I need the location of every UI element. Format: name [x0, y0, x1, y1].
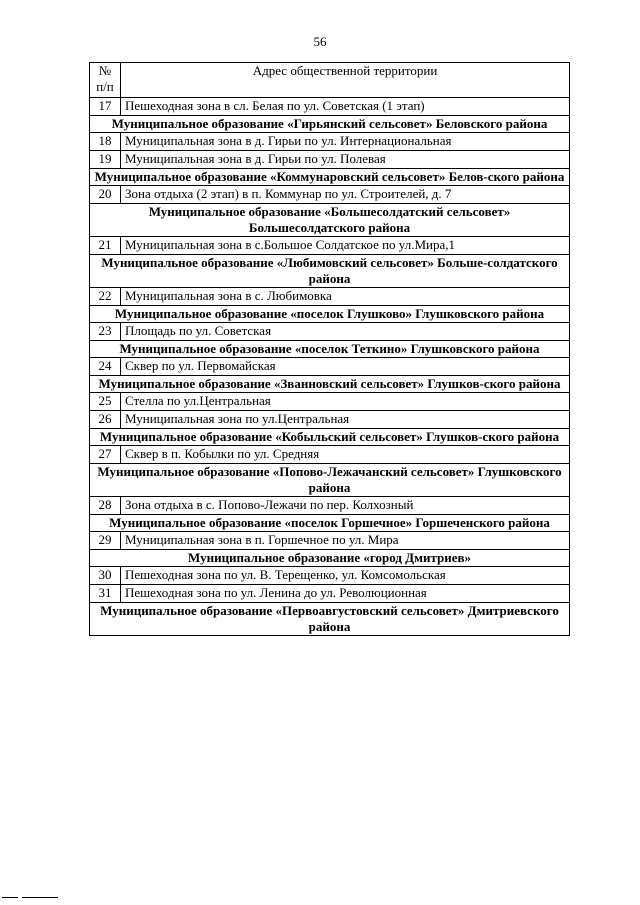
section-row — [90, 376, 570, 393]
column-header-address: Адрес общественной территории — [121, 63, 570, 98]
table-row — [90, 323, 570, 341]
table-row — [90, 237, 570, 255]
row-number: 29 — [90, 532, 121, 550]
section-title: Муниципальное образование «город Дмитриев» — [90, 550, 570, 567]
row-number: 24 — [90, 358, 121, 376]
section-title: Муниципальное образование «поселок Глушково» Глушковского района — [90, 306, 570, 323]
row-number: 30 — [90, 567, 121, 585]
section-title: Муниципальное образование «Любимовский сельсовет» Больше-солдатского района — [90, 255, 570, 288]
table-row — [90, 497, 570, 515]
row-number: 27 — [90, 446, 121, 464]
row-address: Муниципальная зона в с. Любимовка — [121, 288, 570, 306]
table-row — [90, 446, 570, 464]
section-title: Муниципальное образование «поселок Теткино» Глушковского района — [90, 341, 570, 358]
table-row — [90, 393, 570, 411]
row-number: 18 — [90, 133, 121, 151]
table-row — [90, 186, 570, 204]
section-title: Муниципальное образование «Коммунаровский сельсовет» Белов-ского района — [90, 169, 570, 186]
section-row — [90, 603, 570, 636]
row-number: 20 — [90, 186, 121, 204]
row-number: 26 — [90, 411, 121, 429]
section-row — [90, 306, 570, 323]
section-title: Муниципальное образование «Гирьянский сельсовет» Беловского района — [90, 116, 570, 133]
section-title: Муниципальное образование «Попово-Лежачанский сельсовет» Глушковского района — [90, 464, 570, 497]
table-row — [90, 585, 570, 603]
table-row — [90, 133, 570, 151]
section-row — [90, 515, 570, 532]
section-title: Муниципальное образование «Кобыльский сельсовет» Глушков-ского района — [90, 429, 570, 446]
row-address: Муниципальная зона по ул.Центральная — [121, 411, 570, 429]
row-number: 25 — [90, 393, 121, 411]
section-title: Муниципальное образование «поселок Горшечное» Горшеченского района — [90, 515, 570, 532]
row-address: Сквер в п. Кобылки по ул. Средняя — [121, 446, 570, 464]
row-address: Пешеходная зона по ул. В. Терещенко, ул. Комсомольская — [121, 567, 570, 585]
table-row — [90, 288, 570, 306]
row-address: Площадь по ул. Советская — [121, 323, 570, 341]
row-number: 17 — [90, 98, 121, 116]
row-number: 21 — [90, 237, 121, 255]
section-row — [90, 169, 570, 186]
section-row — [90, 341, 570, 358]
bottom-edge-marks — [0, 897, 60, 905]
section-row — [90, 204, 570, 237]
territory-table — [89, 62, 570, 636]
section-title: Муниципальное образование «Званновский сельсовет» Глушков-ского района — [90, 376, 570, 393]
section-title: Муниципальное образование «Первоавгустовский сельсовет» Дмитриевского района — [90, 603, 570, 636]
row-address: Зона отдыха в с. Попово-Лежачи по пер. Колхозный — [121, 497, 570, 515]
table-row — [90, 532, 570, 550]
row-address: Муниципальная зона в д. Гирьи по ул. Полевая — [121, 151, 570, 169]
row-number: 28 — [90, 497, 121, 515]
table-row — [90, 358, 570, 376]
column-header-number: № п/п — [90, 63, 121, 98]
row-address: Пешеходная зона по ул. Ленина до ул. Революционная — [121, 585, 570, 603]
row-number: 19 — [90, 151, 121, 169]
row-address: Муниципальная зона в п. Горшечное по ул. Мира — [121, 532, 570, 550]
section-row — [90, 550, 570, 567]
row-number: 31 — [90, 585, 121, 603]
row-address: Муниципальная зона в д. Гирьи по ул. Интернациональная — [121, 133, 570, 151]
row-address: Стелла по ул.Центральная — [121, 393, 570, 411]
section-row — [90, 116, 570, 133]
row-number: 23 — [90, 323, 121, 341]
table-row — [90, 151, 570, 169]
row-number: 22 — [90, 288, 121, 306]
row-address: Муниципальная зона в с.Большое Солдатское по ул.Мира,1 — [121, 237, 570, 255]
section-row — [90, 464, 570, 497]
section-row — [90, 429, 570, 446]
table-row — [90, 98, 570, 116]
row-address: Зона отдыха (2 этап) в п. Коммунар по ул. Строителей, д. 7 — [121, 186, 570, 204]
table-row — [90, 567, 570, 585]
table-row — [90, 411, 570, 429]
table-header — [90, 63, 570, 98]
section-row — [90, 255, 570, 288]
row-address: Пешеходная зона в сл. Белая по ул. Советская (1 этап) — [121, 98, 570, 116]
row-address: Сквер по ул. Первомайская — [121, 358, 570, 376]
page-number: 56 — [313, 34, 327, 49]
section-title: Муниципальное образование «Большесолдатский сельсовет» Большесолдатского района — [90, 204, 570, 237]
table-body — [90, 98, 570, 636]
